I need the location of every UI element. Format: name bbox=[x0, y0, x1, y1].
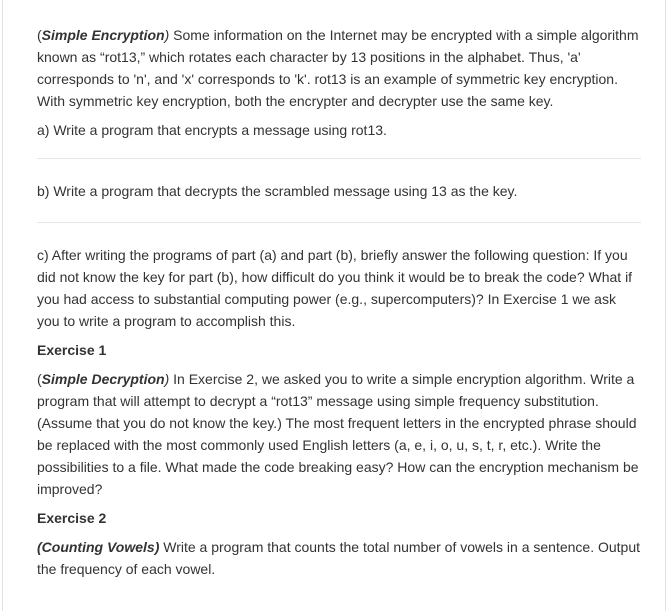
simple-encryption-paren-close: ) bbox=[164, 27, 170, 43]
exercise-2-heading: Exercise 2 bbox=[37, 510, 107, 526]
simple-encryption-paren-open: ( bbox=[37, 27, 42, 43]
part-c-text: c) After writing the programs of part (a) and part (b), briefly answer the following question: If you did not know the key for part (b), how difficult do you think it would be to break the code? What if you had access to substantial computing power (e.g., supercomputers)? In Exercise 1 we ask you to write a program to accomplish this. bbox=[37, 247, 633, 329]
divider-a-b bbox=[37, 158, 641, 159]
simple-decryption-paren-open: ( bbox=[37, 371, 42, 387]
simple-decryption-title: Simple Decryption bbox=[41, 371, 165, 387]
simple-decryption-body: In Exercise 2, we asked you to write a simple encryption algorithm. Write a program that will attempt to decrypt a “rot13” message using simple frequency substitution. (Assume that you do not know the key.) The most frequent letters in the encrypted phrase should be replaced with the most commonly used English letters (a, e, i, o, u, s, t, r, etc.). Write the possibilities to a file. What made the code breaking easy? How can the encryption mechanism be improved? bbox=[37, 371, 639, 497]
counting-vowels-paragraph bbox=[37, 536, 641, 580]
simple-encryption-title: Simple Encryption bbox=[41, 27, 165, 43]
simple-encryption-body: Some information on the Internet may be encrypted with a simple algorithm known as “rot13,” which rotates each character by 13 positions in the alphabet. Thus, 'a' corresponds to 'n', and 'x' corresponds to 'k'. rot13 is an example of symmetric key encryption. With symmetric key encryption, both the encrypter and decrypter use the same key. bbox=[37, 27, 639, 109]
counting-vowels-body: Write a program that counts the total number of vowels in a sentence. Output the frequency of each vowel. bbox=[37, 539, 641, 577]
part-a-text: a) Write a program that encrypts a message using rot13. bbox=[37, 122, 387, 138]
document-content bbox=[37, 24, 641, 580]
simple-decryption-paren-close: ) bbox=[164, 371, 170, 387]
exercise-1-heading: Exercise 1 bbox=[37, 342, 107, 358]
simple-encryption-paragraph bbox=[37, 24, 641, 112]
part-b-text: b) Write a program that decrypts the scrambled message using 13 as the key. bbox=[37, 183, 518, 199]
simple-decryption-paragraph bbox=[37, 368, 641, 500]
divider-b-c bbox=[37, 222, 641, 223]
counting-vowels-title: (Counting Vowels) bbox=[37, 539, 160, 555]
page-frame bbox=[2, 0, 666, 611]
